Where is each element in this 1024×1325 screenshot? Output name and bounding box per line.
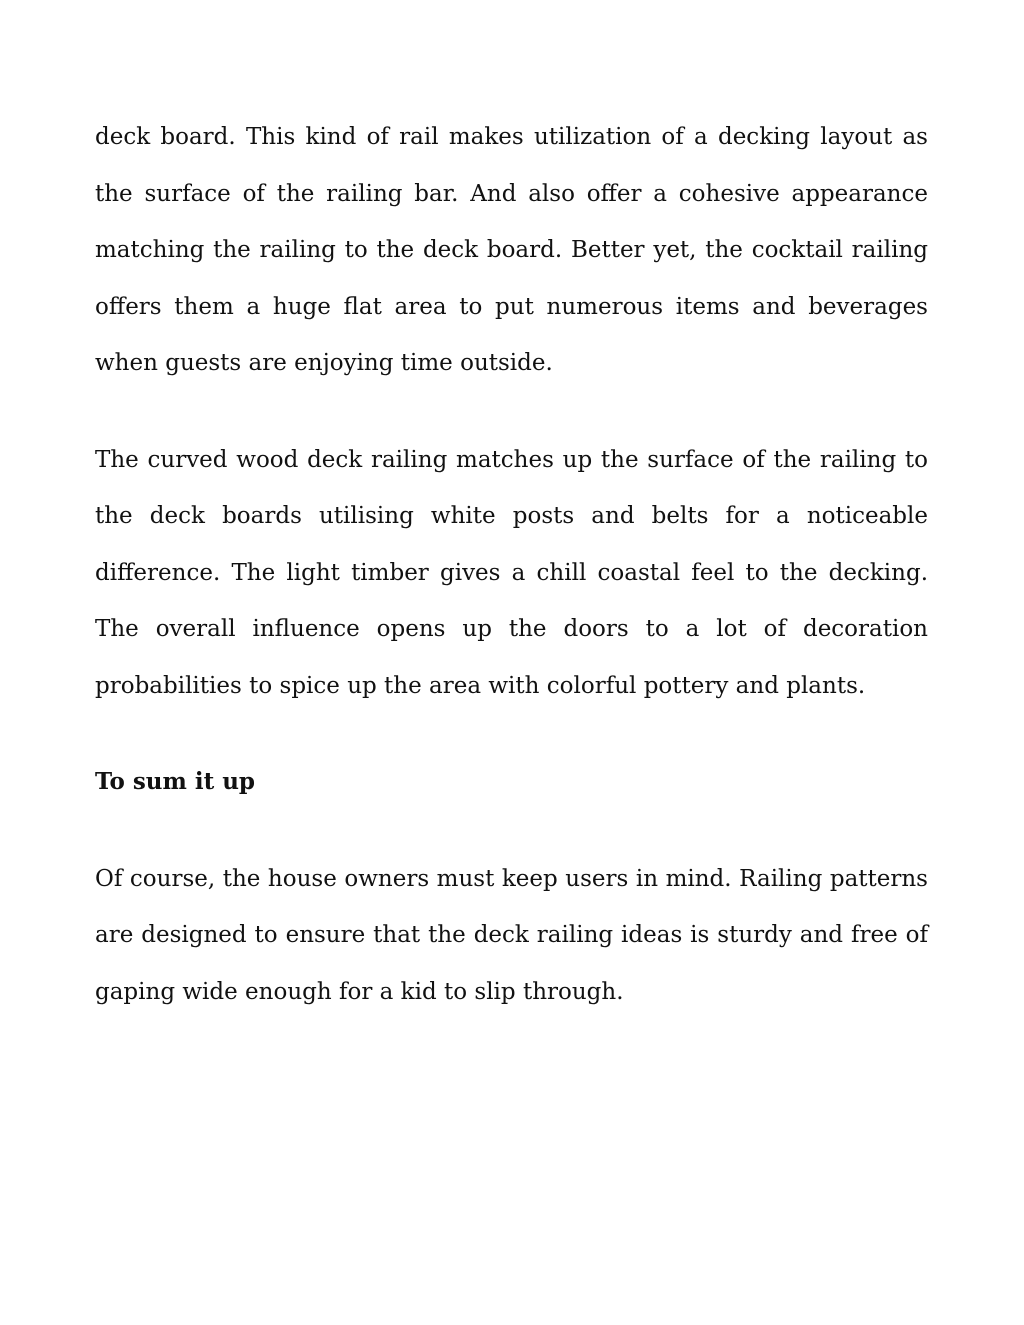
body-paragraph-2: The curved wood deck railing matches up the surface of the railing to the deck boards utilising white posts and belts for a noticeable difference. The light timber gives a chill coastal feel to the decking. The overall influence opens up the doors to a lot of decoration probabilities to spice up the area with colorful pottery and plants. [95,446,928,699]
document-page [95,109,928,1020]
body-paragraph-3: Of course, the house owners must keep users in mind. Railing patterns are designed to ensure that the deck railing ideas is sturdy and free of gaping wide enough for a kid to slip through. [95,865,928,1005]
body-paragraph-1: deck board. This kind of rail makes utilization of a decking layout as the surface of the railing bar. And also offer a cohesive appearance matching the railing to the deck board. Better yet, the cocktail railing offers them a huge flat area to put numerous items and beverages when guests are enjoying time outside. [95,124,928,376]
section-heading: To sum it up [95,768,256,795]
